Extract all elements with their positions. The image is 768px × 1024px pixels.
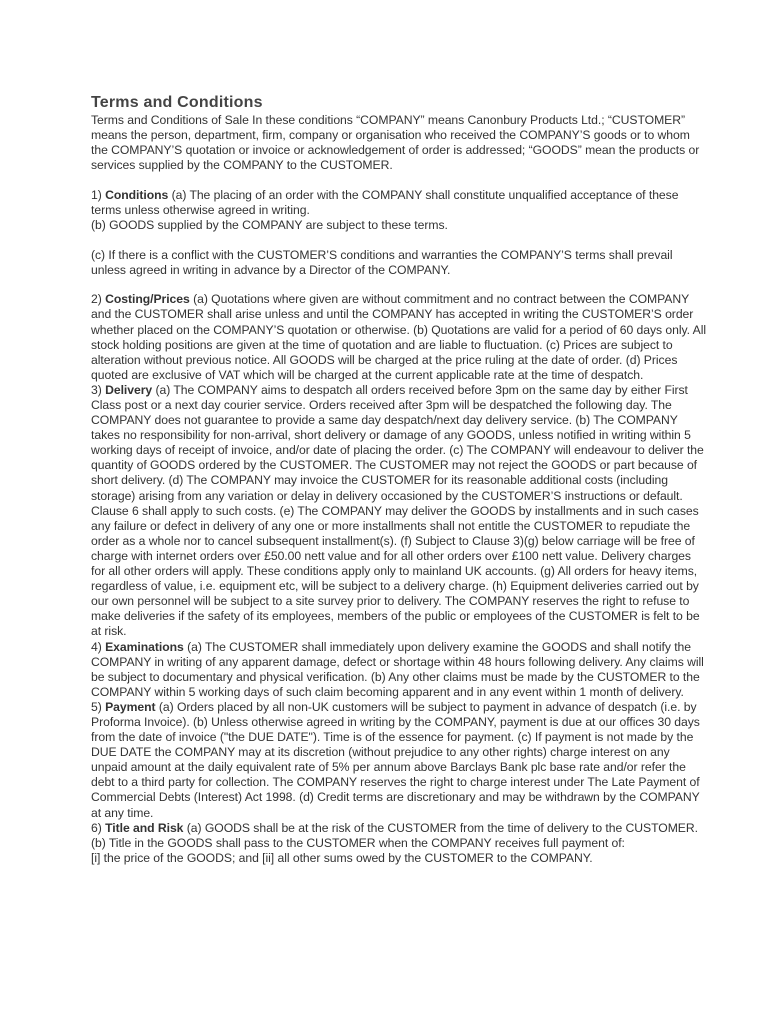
section-delivery	[91, 383, 708, 640]
section-heading: Payment	[105, 699, 156, 714]
section-number: 3)	[91, 382, 102, 397]
section-text: (b) GOODS supplied by the COMPANY are subject to these terms.	[91, 218, 448, 233]
section-examinations	[91, 640, 708, 700]
spacer	[91, 278, 708, 293]
section-text: (a) GOODS shall be at the risk of the CUSTOMER from the time of delivery to the CUSTOMER. (b) Title in the GOODS shall pass to the CUSTOMER when the COMPANY receives full payment of:	[91, 820, 698, 850]
section-heading: Conditions	[105, 187, 169, 202]
section-number: 1)	[91, 187, 102, 202]
section-conditions	[91, 188, 708, 233]
section-text: (a) Orders placed by all non-UK customers will be subject to payment in advance of despatch (i.e. by Proforma Invoice). (b) Unless otherwise agreed in writing by the COMPANY, payment is due at our offices 30 days from the date of invoice ("the DUE DATE"). Time is of the essence for payment. (c) If payment is not made by the DUE DATE the COMPANY may at its discretion (without prejudice to any other rights) charge interest on any unpaid amount at the daily equivalent rate of 5% per annum above Barclays Bank plc base rate and/or refer the debt to a third party for collection. The COMPANY reserves the right to charge interest under The Late Payment of Commercial Debts (Interest) Act 1998. (d) Credit terms are discretionary and may be withdrawn by the COMPANY at any time.	[91, 699, 700, 820]
section-number: 6)	[91, 820, 102, 835]
page-title: Terms and Conditions	[91, 94, 263, 111]
spacer	[91, 173, 708, 188]
section-text: (a) The placing of an order with the COMPANY shall constitute unqualified acceptance of these terms unless otherwise agreed in writing.	[91, 187, 679, 217]
section-title-risk	[91, 821, 708, 866]
section-text: [i] the price of the GOODS; and [ii] all other sums owed by the CUSTOMER to the COMPANY.	[91, 850, 593, 865]
section-text: (a) Quotations where given are without commitment and no contract between the COMPANY and the CUSTOMER shall arise unless and until the COMPANY has accepted in writing the CUSTOMER’S order whether placed on the COMPANY’S quotation or otherwise. (b) Quotations are valid for a period of 60 days only. All stock holding positions are given at the time of quotation and are liable to fluctuation. (c) Prices are subject to alteration without previous notice. All GOODS will be charged at the price ruling at the date of order. (d) Prices quoted are exclusive of VAT which will be charged at the current applicable rate at the time of despatch.	[91, 292, 707, 382]
intro-paragraph: Terms and Conditions of Sale In these conditions “COMPANY” means Canonbury Products Ltd.; “CUSTOMER” means the person, department, firm, company or organisation who received the COMPANY’S goods or to whom the COMPANY’S quotation or invoice or acknowledgement of order is addressed; “GOODS” mean the products or services supplied by the COMPANY to the CUSTOMER.	[91, 113, 700, 173]
section-text: (a) The CUSTOMER shall immediately upon delivery examine the GOODS and shall notify the COMPANY in writing of any apparent damage, defect or shortage within 48 hours following delivery. Any claims will be subject to documentary and physical verification. (b) Any other claims must be made by the CUSTOMER to the COMPANY within 5 working days of such claim becoming apparent and in any event within 1 month of delivery.	[91, 639, 704, 699]
section-text: (a) The COMPANY aims to despatch all orders received before 3pm on the same day by either First Class post or a next day courier service. Orders received after 3pm will be despatched the following day. The COMPANY does not guarantee to provide a same day despatch/next day delivery service. (b) The COMPANY takes no responsibility for non-arrival, short delivery or damage of any GOODS, unless notified in writing within 5 working days of receipt of invoice, and/or date of placing the order. (c) The COMPANY will endeavour to deliver the quantity of GOODS ordered by the CUSTOMER. The CUSTOMER may not reject the GOODS or part because of short delivery. (d) The COMPANY may invoice the CUSTOMER for its reasonable additional costs (including storage) arising from any variation or delay in delivery occasioned by the CUSTOMER’S instructions or default. Clause 6 shall apply to such costs. (e) The COMPANY may deliver the GOODS by installments and in such cases any failure or defect in delivery of any one or more installments shall not entitle the CUSTOMER to repudiate the order as a whole nor to cancel subsequent installment(s). (f) Subject to Clause 3)(g) below carriage will be free of charge with internet orders over £50.00 nett value and for all other orders over £100 nett value. Delivery charges for all other orders will apply. These conditions apply only to mainland UK accounts. (g) All orders for heavy items, regardless of value, i.e. equipment etc, will be subject to a delivery charge. (h) Equipment deliveries carried out by our own personnel will be subject to a site survey prior to delivery. The COMPANY reserves the right to refuse to make deliveries if the safety of its employees, members of the public or employees of the CUSTOMER is felt to be at risk.	[91, 382, 704, 639]
section-heading: Examinations	[105, 639, 184, 654]
section-heading: Delivery	[105, 382, 153, 397]
spacer	[91, 233, 708, 248]
section-number: 5)	[91, 699, 102, 714]
section-number: 2)	[91, 292, 102, 307]
section-heading: Costing/Prices	[105, 292, 190, 307]
section-payment	[91, 700, 708, 821]
section-conditions-c: (c) If there is a conflict with the CUSTOMER’S conditions and warranties the COMPANY’S terms shall prevail unless agreed in writing in advance by a Director of the COMPANY.	[91, 247, 673, 277]
section-heading: Title and Risk	[105, 820, 184, 835]
section-costing	[91, 292, 708, 383]
section-number: 4)	[91, 639, 102, 654]
